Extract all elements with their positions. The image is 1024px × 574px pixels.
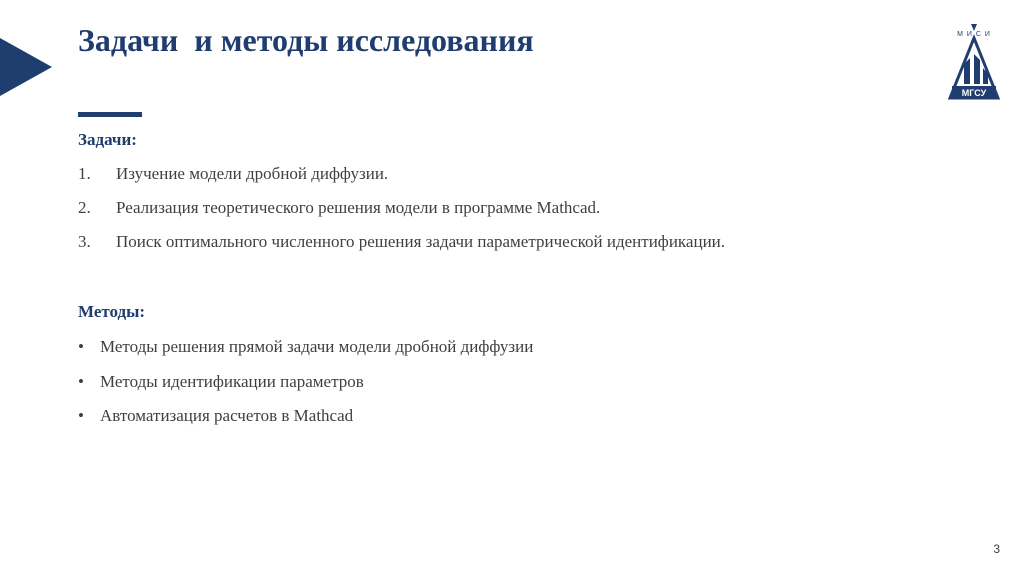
task-text: Реализация теоретического решения модели в программе Mathcad.	[116, 198, 601, 217]
page-number: 3	[993, 542, 1000, 556]
bullet: •	[78, 372, 84, 391]
arrow-triangle-icon	[0, 38, 52, 96]
task-text: Поиск оптимального численного решения задачи параметрической идентификации.	[116, 232, 726, 251]
task-item	[78, 164, 388, 184]
method-text: Методы решения прямой задачи модели дробной диффузии	[100, 337, 534, 356]
logo-building	[964, 54, 988, 84]
bullet: •	[78, 406, 84, 425]
title-underline	[78, 112, 142, 117]
method-text: Методы идентификации параметров	[100, 372, 364, 391]
task-number: 1.	[78, 164, 91, 183]
task-item	[78, 232, 725, 252]
methods-heading: Методы:	[78, 302, 146, 321]
logo-bottom-text: МГСУ	[961, 88, 987, 98]
slide-title: Задачи и методы исследования	[78, 22, 534, 58]
task-text: Изучение модели дробной диффузии.	[116, 164, 389, 183]
logo-top-mark	[971, 24, 977, 31]
task-number: 2.	[78, 198, 91, 217]
task-number: 3.	[78, 232, 91, 251]
logo-top-text: М И С И	[957, 31, 991, 38]
mgsu-logo	[948, 24, 1000, 102]
method-item	[78, 337, 533, 357]
method-item	[78, 406, 353, 426]
method-text: Автоматизация расчетов в Mathcad	[100, 406, 354, 425]
task-item	[78, 198, 600, 218]
method-item	[78, 372, 364, 392]
tasks-heading: Задачи:	[78, 130, 137, 149]
bullet: •	[78, 337, 84, 356]
